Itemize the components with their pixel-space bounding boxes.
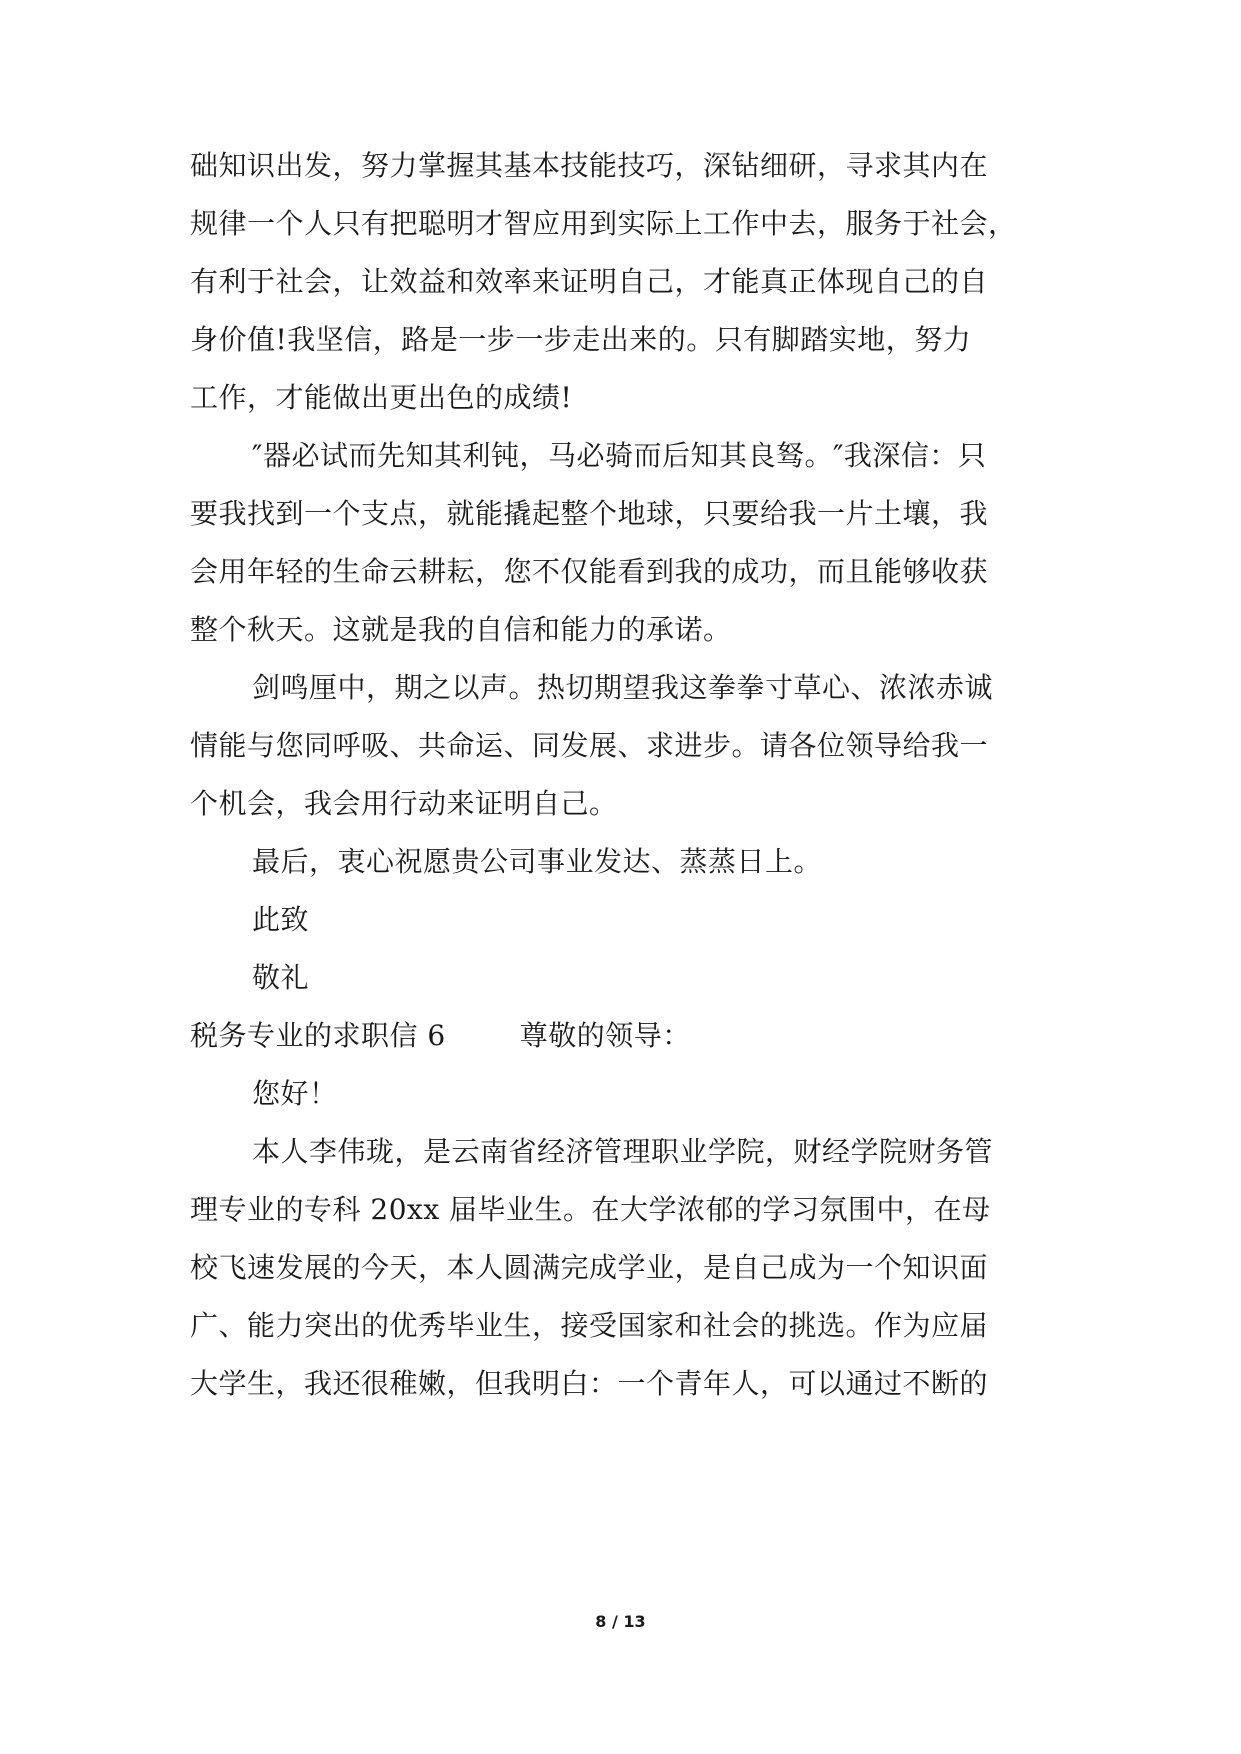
paragraph-line: 大学生，我还很稚嫩，但我明白：一个青年人，可以通过不断的 — [190, 1367, 989, 1400]
paragraph-line: 身价值!我坚信，路是一步一步走出来的。只有脚踏实地，努力 — [190, 323, 972, 356]
closing-line: 此致 — [252, 903, 310, 936]
page-number: 8 / 13 — [595, 1612, 646, 1631]
paragraph-line: 规律一个人只有把聪明才智应用到实际上工作中去，服务于社会， — [190, 207, 1017, 240]
paragraph-line: ″器必试而先知其利钝，马必骑而后知其良驽。″我深信：只 — [252, 439, 987, 472]
closing-line: 敬礼 — [252, 961, 310, 994]
paragraph-line: 础知识出发，努力掌握其基本技能技巧，深钻细研，寻求其内在 — [190, 149, 989, 182]
paragraph-line: 剑鸣厘中，期之以声。热切期望我这拳拳寸草心、浓浓赤诚 — [252, 671, 994, 704]
paragraph-line: 本人李伟珑，是云南省经济管理职业学院，财经学院财务管 — [252, 1135, 994, 1168]
salutation: 尊敬的领导： — [519, 1019, 691, 1052]
paragraph-line: 会用年轻的生命云耕耘，您不仅能看到我的成功，而且能够收获 — [190, 555, 989, 588]
section-heading — [190, 1018, 691, 1058]
section-title: 税务专业的求职信 6 — [190, 1019, 446, 1052]
paragraph-line: 整个秋天。这就是我的自信和能力的承诺。 — [190, 613, 732, 646]
paragraph-line: 广、能力突出的优秀毕业生，接受国家和社会的挑选。作为应届 — [190, 1309, 989, 1342]
paragraph-line: 个机会，我会用行动来证明自己。 — [190, 787, 618, 820]
paragraph-line: 理专业的专科 20xx 届毕业生。在大学浓郁的学习氛围中，在母 — [190, 1193, 991, 1226]
paragraph-line: 最后，衷心祝愿贵公司事业发达、蒸蒸日上。 — [252, 845, 823, 878]
paragraph-line: 校飞速发展的今天，本人圆满完成学业，是自己成为一个知识面 — [190, 1251, 989, 1284]
greeting-line: 您好！ — [252, 1077, 338, 1110]
paragraph-line: 要我找到一个支点，就能撬起整个地球，只要给我一片土壤，我 — [190, 497, 989, 530]
paragraph-line: 有利于社会，让效益和效率来证明自己，才能真正体现自己的自 — [190, 265, 989, 298]
paragraph-line: 情能与您同呼吸、共命运、同发展、求进步。请各位领导给我一 — [190, 729, 989, 762]
paragraph-line: 工作，才能做出更出色的成绩! — [190, 381, 573, 414]
